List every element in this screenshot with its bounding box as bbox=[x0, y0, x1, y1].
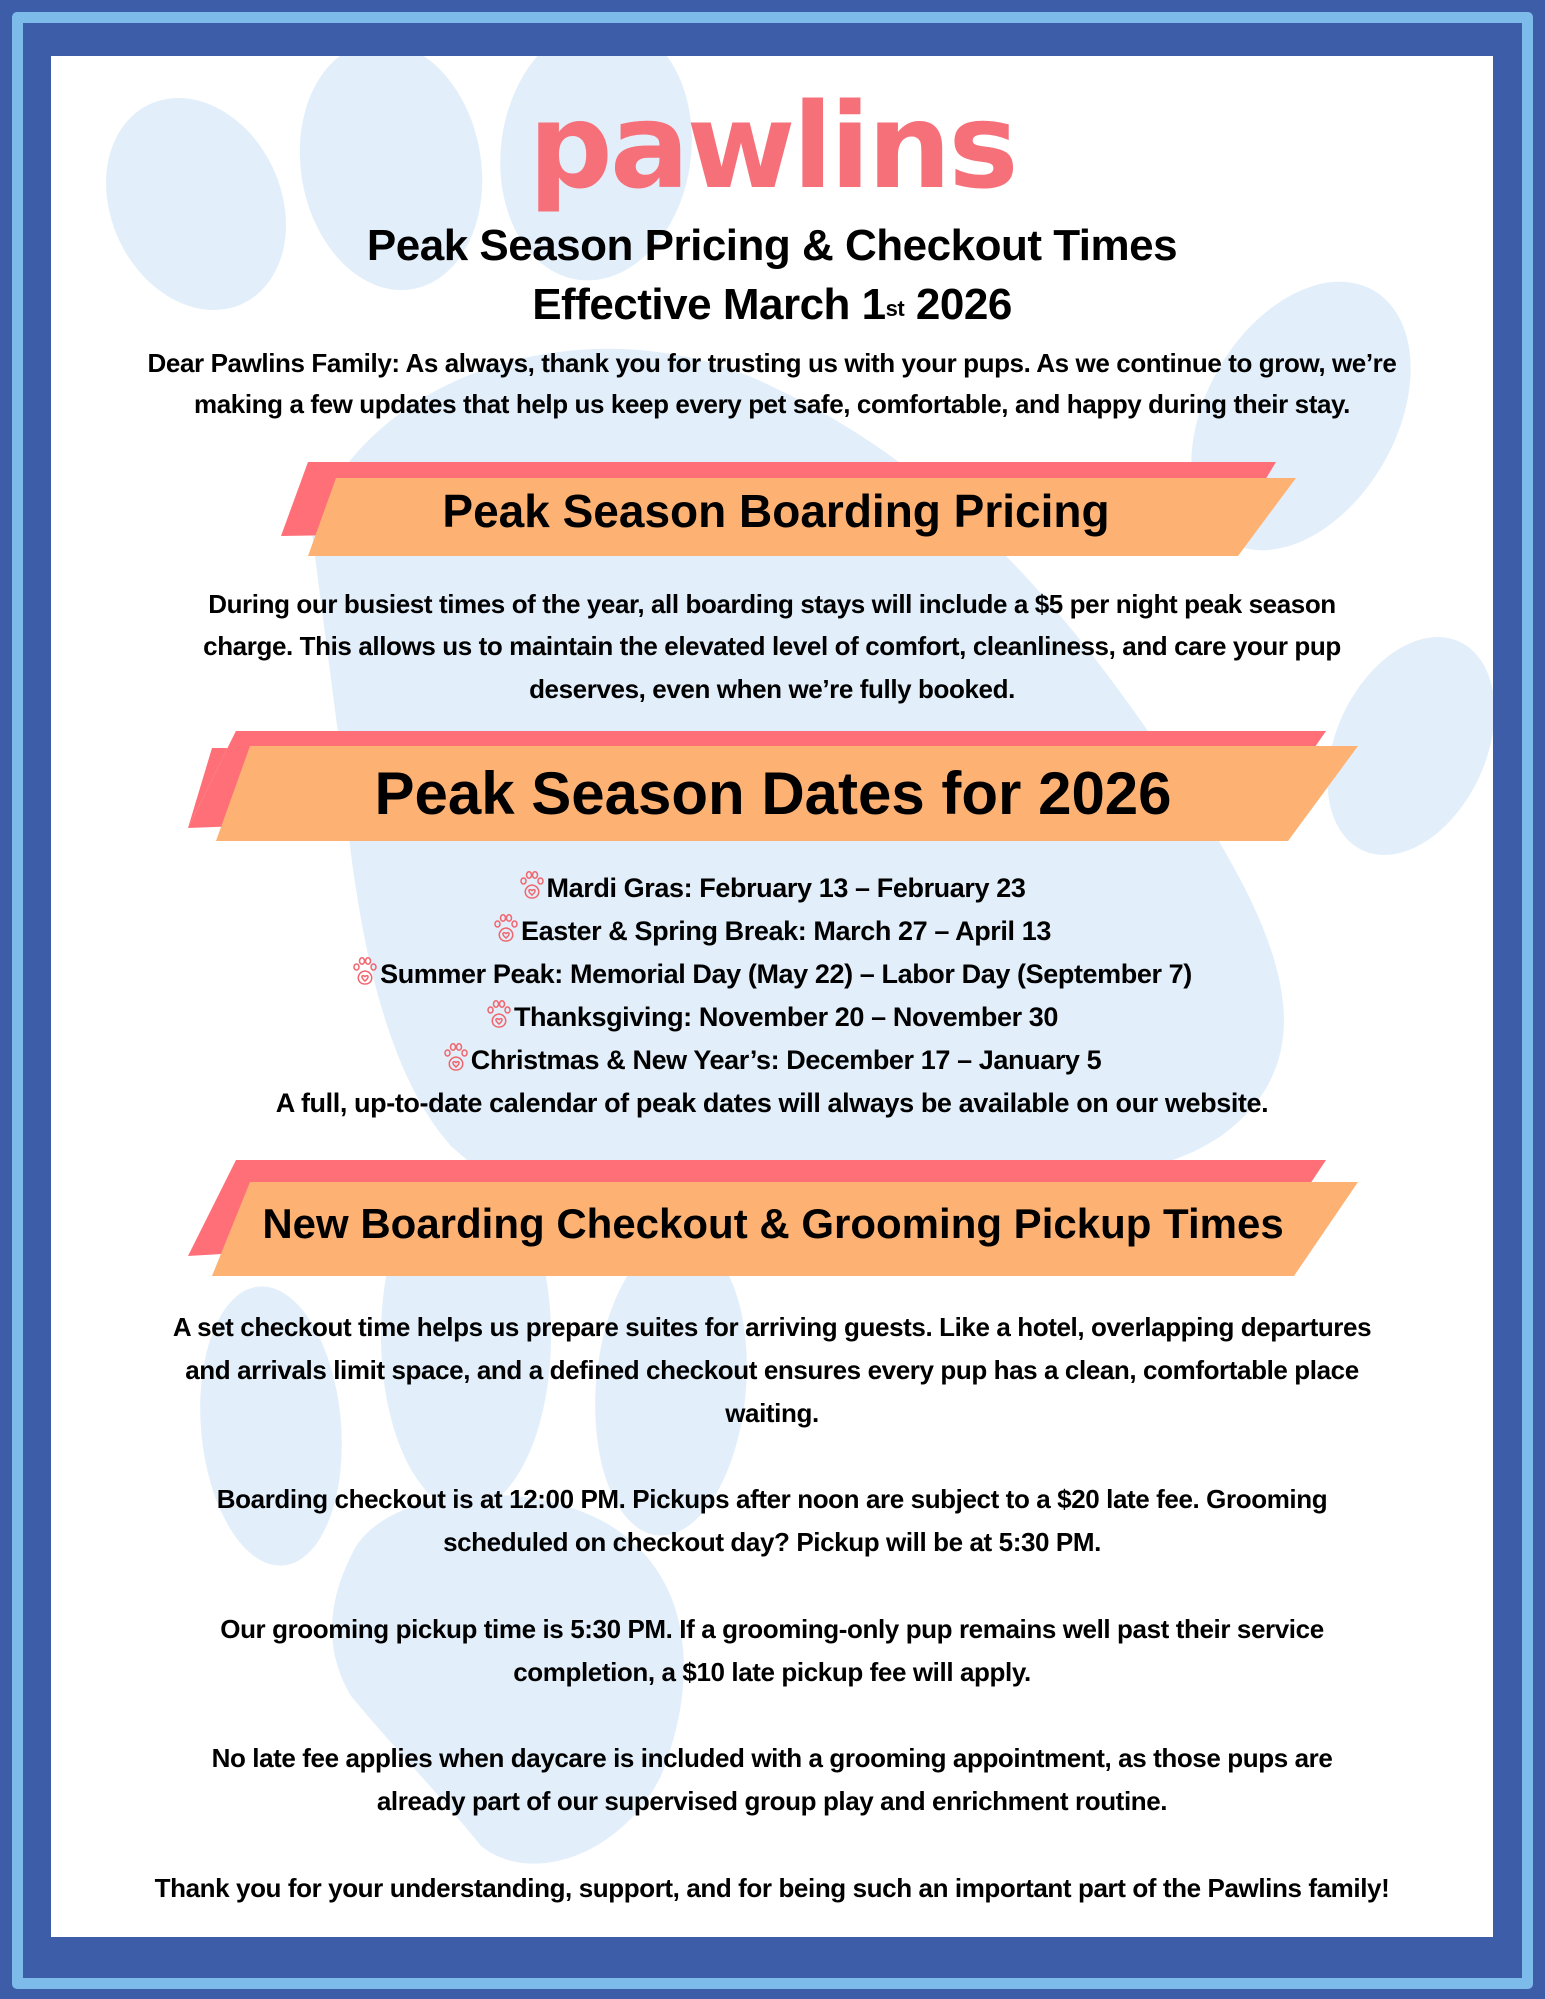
intro-line-1: Dear Pawlins Family: As always, thank you for trusting us with your pups. As we continue to grow, we’re bbox=[147, 348, 1397, 378]
pricing-line-3: deserves, even when we’re fully booked. bbox=[529, 674, 1015, 704]
section-heading-dates: Peak Season Dates for 2026 bbox=[374, 760, 1172, 827]
peak-date-text: Christmas & New Year’s: December 17 – January 5 bbox=[470, 1045, 1102, 1075]
checkout-p3-line-1: Our grooming pickup time is 5:30 PM. If a grooming-only pup remains well past their service bbox=[220, 1614, 1324, 1644]
peak-date-item bbox=[51, 996, 1493, 1039]
paw-heart-icon bbox=[486, 999, 512, 1029]
paw-heart-icon bbox=[519, 870, 545, 900]
peak-date-item bbox=[51, 867, 1493, 910]
pricing-line-1: During our busiest times of the year, all boarding stays will include a $5 per night peak season bbox=[208, 589, 1336, 619]
peak-date-item bbox=[51, 953, 1493, 996]
paw-heart-icon bbox=[352, 956, 378, 986]
checkout-p2-line-1: Boarding checkout is at 12:00 PM. Pickups after noon are subject to a $20 late fee. Grooming bbox=[216, 1484, 1328, 1514]
section-heading-checkout: New Boarding Checkout & Grooming Pickup Times bbox=[262, 1200, 1284, 1247]
ordinal-suffix: st bbox=[885, 296, 905, 321]
flyer-page bbox=[51, 56, 1493, 1937]
intro-line-2: making a few updates that help us keep every pet safe, comfortable, and happy during their stay. bbox=[194, 389, 1350, 419]
section-banner-pricing bbox=[256, 460, 1296, 556]
section-banner-dates bbox=[188, 726, 1358, 841]
checkout-p4-line-2: already part of our supervised group play and enrichment routine. bbox=[376, 1786, 1168, 1816]
peak-date-text: Summer Peak: Memorial Day (May 22) – Labor Day (September 7) bbox=[380, 959, 1192, 989]
checkout-p1-line-3: waiting. bbox=[725, 1398, 819, 1428]
checkout-p1-line-1: A set checkout time helps us prepare suites for arriving guests. Like a hotel, overlapping departures bbox=[172, 1312, 1372, 1342]
pricing-line-2: charge. This allows us to maintain the elevated level of comfort, cleanliness, and care your pup bbox=[203, 631, 1341, 661]
peak-date-text: Easter & Spring Break: March 27 – April 13 bbox=[521, 916, 1051, 946]
peak-date-item bbox=[51, 1039, 1493, 1082]
section-heading-pricing: Peak Season Boarding Pricing bbox=[442, 485, 1110, 537]
effective-year-text: 2026 bbox=[904, 280, 1012, 329]
checkout-p2-line-2: scheduled on checkout day? Pickup will be at 5:30 PM. bbox=[443, 1527, 1101, 1557]
closing-message: Thank you for your understanding, support, and for being such an important part of the Pawlins family! bbox=[154, 1873, 1390, 1903]
paw-heart-icon bbox=[493, 913, 519, 943]
peak-dates-note: A full, up-to-date calendar of peak dates will always be available on our website. bbox=[275, 1088, 1269, 1118]
peak-dates-list bbox=[51, 867, 1493, 1125]
checkout-p4-line-1: No late fee applies when daycare is included with a grooming appointment, as those pups are bbox=[211, 1743, 1333, 1773]
page-title-line2 bbox=[51, 278, 1493, 332]
pawlins-logo: pawlins bbox=[528, 77, 1016, 215]
effective-date-text: Effective March 1 bbox=[532, 280, 886, 329]
flyer-content bbox=[51, 56, 1493, 1937]
peak-date-text: Mardi Gras: February 13 – February 23 bbox=[546, 873, 1026, 903]
paw-heart-icon bbox=[443, 1042, 469, 1072]
section-banner-checkout bbox=[188, 1156, 1358, 1276]
peak-date-item bbox=[51, 910, 1493, 953]
peak-date-text: Thanksgiving: November 20 – November 30 bbox=[513, 1002, 1059, 1032]
checkout-p1-line-2: and arrivals limit space, and a defined checkout ensures every pup has a clean, comfortable place bbox=[185, 1355, 1359, 1385]
checkout-p3-line-2: completion, a $10 late pickup fee will apply. bbox=[513, 1657, 1031, 1687]
page-title-line1: Peak Season Pricing & Checkout Times bbox=[366, 221, 1178, 270]
